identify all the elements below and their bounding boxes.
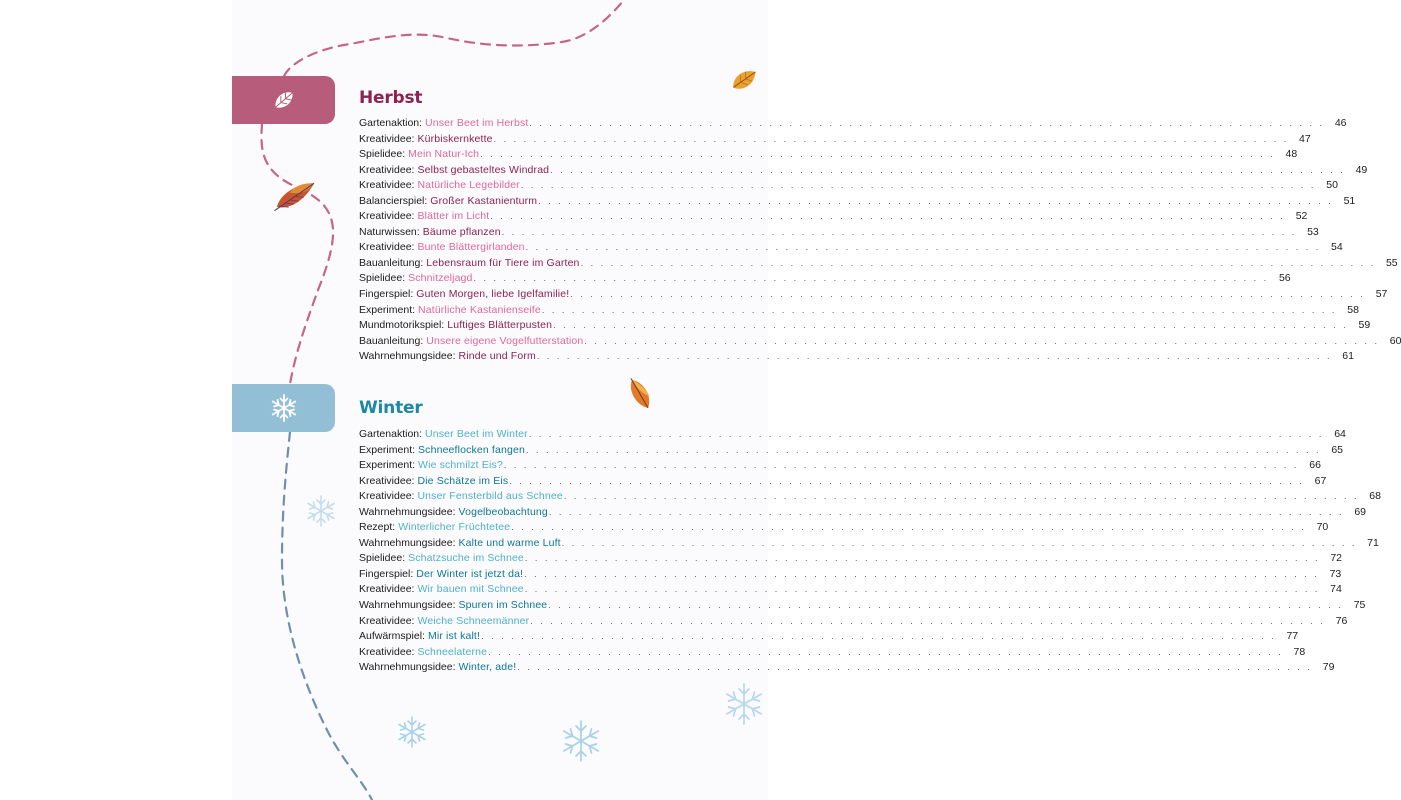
toc-entry-leader: . . . . . . . . . . . . . . . . . . . . . . . . . . . . . . . . . . . . . . . . . . . . . . . . . . . . . . . . . . . . . . . . . . . . . . . . . . . . . . . . xyxy=(517,662,1313,673)
toc-entry-separator: : xyxy=(452,536,456,549)
toc-entry[interactable] xyxy=(359,178,1338,194)
toc-entry-page: 55 xyxy=(1385,256,1398,269)
toc-entry-separator: : xyxy=(452,350,456,363)
toc-entry-category: Kreatividee xyxy=(359,241,412,254)
toc-entry-leader: . . . . . . . . . . . . . . . . . . . . . . . . . . . . . . . . . . . . . . . . . . . . . . . . . . . . . . . . . . . . . . . . . . . . . . . . . . . . . . . . xyxy=(524,568,1320,579)
toc-entry-page: 72 xyxy=(1330,552,1342,565)
toc-entry-separator: : xyxy=(424,194,428,207)
toc-entry-separator: : xyxy=(411,583,415,596)
toc-entry-page: 58 xyxy=(1347,303,1359,316)
toc-entry-category: Kreatividee xyxy=(359,583,412,596)
toc-entry-category: Wahrnehmungsidee xyxy=(359,661,453,674)
toc-entry-separator: : xyxy=(419,428,423,440)
toc-entry[interactable] xyxy=(359,256,1398,272)
toc-entry-page: 60 xyxy=(1389,334,1401,347)
toc-entry-category: Mundmotorikspiel xyxy=(359,319,442,332)
toc-list-winter xyxy=(359,427,1381,676)
toc-entry[interactable] xyxy=(359,240,1343,256)
toc-entry-leader: . . . . . . . . . . . . . . . . . . . . . . . . . . . . . . . . . . . . . . . . . . . . . . . . . . . . . . . . . . . . . . . . . . . . . . . . . . . . . . . . xyxy=(536,351,1332,362)
toc-entry-separator: : xyxy=(452,661,456,674)
toc-entry[interactable] xyxy=(359,287,1388,303)
toc-entry-category: Kreatividee xyxy=(359,132,412,145)
toc-entry-title: Wir bauen mit Schnee xyxy=(417,583,524,596)
autumn-leaf-icon xyxy=(729,66,759,93)
toc-entry-category: Fingerspiel xyxy=(359,567,411,580)
toc-entry-title: Spuren im Schnee xyxy=(458,599,548,612)
section-tab-herbst xyxy=(232,76,335,124)
toc-entry-category: Wahrnehmungsidee xyxy=(359,599,453,612)
toc-entry-category: Bauanleitung xyxy=(359,334,421,347)
toc-entry-separator: : xyxy=(402,148,406,161)
toc-entry[interactable] xyxy=(359,489,1381,505)
toc-entry-page: 68 xyxy=(1369,490,1381,503)
toc-entry-separator: : xyxy=(411,241,415,254)
toc-entry-page: 49 xyxy=(1355,163,1368,176)
toc-entry-leader: . . . . . . . . . . . . . . . . . . . . . . . . . . . . . . . . . . . . . . . . . . . . . . . . . . . . . . . . . . . . . . . . . . . . . . . . . . . . . . . . xyxy=(538,195,1334,206)
toc-entry-title: Lebensraum für Tiere im Garten xyxy=(426,256,580,269)
toc-entry-category: Kreatividee xyxy=(359,614,412,627)
toc-entry-separator: : xyxy=(410,288,414,301)
toc-entry-leader: . . . . . . . . . . . . . . . . . . . . . . . . . . . . . . . . . . . . . . . . . . . . . . . . . . . . . . . . . . . . . . . . . . . . . . . . . . . . . . . . xyxy=(530,615,1326,626)
toc-entry-separator: : xyxy=(411,163,415,176)
snowflake-icon xyxy=(269,393,299,423)
toc-entry-title: Die Schätze im Eis xyxy=(417,474,509,487)
toc-entry-page: 75 xyxy=(1353,599,1366,612)
toc-page xyxy=(232,0,1401,800)
toc-entry-leader: . . . . . . . . . . . . . . . . . . . . . . . . . . . . . . . . . . . . . . . . . . . . . . . . . . . . . . . . . . . . . . . . . . . . . . . . . . . . . . . . xyxy=(525,444,1322,455)
snowflake-icon-left xyxy=(308,496,334,526)
toc-entry-leader: . . . . . . . . . . . . . . . . . . . . . . . . . . . . . . . . . . . . . . . . . . . . . . . . . . . . . . . . . . . . . . . . . . . . . . . . . . . . . . . . xyxy=(550,164,1346,175)
toc-entry-separator: : xyxy=(411,210,415,223)
toc-entry-leader: . . . . . . . . . . . . . . . . . . . . . . . . . . . . . . . . . . . . . . . . . . . . . . . . . . . . . . . . . . . . . . . . . . . . . . . . . . . . . . . . xyxy=(473,273,1269,284)
toc-entry-leader: . . . . . . . . . . . . . . . . . . . . . . . . . . . . . . . . . . . . . . . . . . . . . . . . . . . . . . . . . . . . . . . . . . . . . . . . . . . . . . . . xyxy=(509,475,1305,486)
section-title-winter: Winter xyxy=(359,398,423,418)
toc-entry-page: 69 xyxy=(1354,505,1366,518)
toc-entry-separator: : xyxy=(411,645,415,658)
snowflake-icon-bottom-middle xyxy=(564,721,599,761)
toc-entry[interactable] xyxy=(359,536,1379,552)
toc-entry-leader: . . . . . . . . . . . . . . . . . . . . . . . . . . . . . . . . . . . . . . . . . . . . . . . . . . . . . . . . . . . . . . . . . . . . . . . . . . . . . . . . xyxy=(503,460,1299,471)
toc-entry[interactable] xyxy=(359,271,1291,287)
toc-entry-title: Vogelbeobachtung xyxy=(458,505,548,518)
toc-entry-page: 61 xyxy=(1342,350,1354,363)
leaf-icon xyxy=(271,87,297,113)
toc-entry-category: Experiment xyxy=(359,443,413,456)
toc-entry-page: 59 xyxy=(1358,319,1371,332)
autumn-leaf-icon-2 xyxy=(625,375,654,411)
toc-entry-page: 66 xyxy=(1309,459,1321,472)
toc-entry-category: Gartenaktion xyxy=(359,117,420,129)
toc-entry-leader: . . . . . . . . . . . . . . . . . . . . . . . . . . . . . . . . . . . . . . . . . . . . . . . . . . . . . . . . . . . . . . . . . . . . . . . . . . . . . . . . xyxy=(561,537,1357,548)
toc-entry[interactable] xyxy=(359,629,1299,645)
toc-entry-category: Experiment xyxy=(359,303,413,316)
toc-entry[interactable] xyxy=(359,427,1346,443)
toc-entry-page: 73 xyxy=(1329,567,1342,580)
toc-entry[interactable] xyxy=(359,474,1327,490)
dashed-path-middle xyxy=(261,124,333,384)
toc-entry-title: Der Winter ist jetzt da! xyxy=(416,567,524,580)
toc-entry-leader: . . . . . . . . . . . . . . . . . . . . . . . . . . . . . . . . . . . . . . . . . . . . . . . . . . . . . . . . . . . . . . . . . . . . . . . . . . . . . . . . xyxy=(480,149,1276,160)
toc-entry-category: Kreatividee xyxy=(359,474,412,487)
toc-entry[interactable] xyxy=(359,303,1359,319)
toc-entry-page: 71 xyxy=(1367,536,1379,549)
toc-entry-separator: : xyxy=(410,567,414,580)
toc-entry-separator: : xyxy=(416,225,420,238)
toc-entry-separator: : xyxy=(411,614,415,627)
toc-entry[interactable] xyxy=(359,614,1348,630)
toc-entry-page: 67 xyxy=(1314,474,1327,487)
snowflake-icon-bottom-right xyxy=(727,684,762,724)
toc-entry-separator: : xyxy=(422,630,425,643)
toc-entry-page: 52 xyxy=(1295,210,1308,223)
toc-entry-category: Bauanleitung xyxy=(359,256,421,269)
toc-list-herbst xyxy=(359,116,1401,365)
toc-entry-category: Gartenaktion xyxy=(359,428,420,440)
toc-entry-category: Aufwärmspiel xyxy=(359,630,423,643)
toc-entry-leader: . . . . . . . . . . . . . . . . . . . . . . . . . . . . . . . . . . . . . . . . . . . . . . . . . . . . . . . . . . . . . . . . . . . . . . . . . . . . . . . . xyxy=(548,600,1344,611)
toc-entry[interactable] xyxy=(359,194,1356,210)
toc-entry-title: Bunte Blättergirlanden xyxy=(417,241,525,254)
toc-entry-title: Bäume pflanzen xyxy=(422,225,501,238)
toc-entry[interactable] xyxy=(359,660,1335,676)
toc-entry-title: Mein Natur-Ich xyxy=(408,148,480,161)
toc-entry-title: Schnitzeljagd xyxy=(408,272,473,285)
toc-entry-title: Blätter im Licht xyxy=(417,210,490,223)
toc-entry-title: Schneelaterne xyxy=(417,645,488,658)
toc-entry-title: Natürliche Kastanienseife xyxy=(418,303,541,316)
snowflake-icon-bottom-left xyxy=(399,717,425,747)
dashed-path-top xyxy=(284,0,624,76)
toc-entry-category: Fingerspiel xyxy=(359,288,411,301)
toc-entry-title: Guten Morgen, liebe Igelfamilie! xyxy=(416,288,570,301)
section-tab-winter xyxy=(232,384,335,432)
toc-entry-leader: . . . . . . . . . . . . . . . . . . . . . . . . . . . . . . . . . . . . . . . . . . . . . . . . . . . . . . . . . . . . . . . . . . . . . . . . . . . . . . . . xyxy=(511,522,1307,533)
toc-entry-title: Kalte und warme Luft xyxy=(458,536,561,549)
toc-entry-leader: . . . . . . . . . . . . . . . . . . . . . . . . . . . . . . . . . . . . . . . . . . . . . . . . . . . . . . . . . . . . . . . . . . . . . . . . . . . . . . . . xyxy=(548,506,1344,517)
toc-entry-page: 46 xyxy=(1334,117,1347,129)
toc-entry[interactable] xyxy=(359,163,1368,179)
toc-entry-page: 47 xyxy=(1299,132,1311,145)
toc-entry-page: 54 xyxy=(1331,241,1343,254)
toc-entry-separator: : xyxy=(412,303,416,316)
toc-entry[interactable] xyxy=(359,147,1298,163)
toc-entry-leader: . . . . . . . . . . . . . . . . . . . . . . . . . . . . . . . . . . . . . . . . . . . . . . . . . . . . . . . . . . . . . . . . . . . . . . . . . . . . . . . . xyxy=(580,257,1376,268)
toc-entry-page: 79 xyxy=(1322,661,1335,674)
toc-entry-page: 77 xyxy=(1286,630,1299,643)
toc-entry-category: Spielidee xyxy=(359,272,403,285)
toc-entry-separator: : xyxy=(412,459,416,472)
toc-entry-leader: . . . . . . . . . . . . . . . . . . . . . . . . . . . . . . . . . . . . . . . . . . . . . . . . . . . . . . . . . . . . . . . . . . . . . . . . . . . . . . . . xyxy=(541,304,1337,315)
toc-entry-title: Kürbiskernkette xyxy=(417,132,493,145)
toc-entry-category: Wahrnehmungsidee xyxy=(359,350,453,363)
toc-entry-page: 53 xyxy=(1307,225,1319,238)
toc-entry-separator: : xyxy=(392,521,396,534)
toc-entry-leader: . . . . . . . . . . . . . . . . . . . . . . . . . . . . . . . . . . . . . . . . . . . . . . . . . . . . . . . . . . . . . . . . . . . . . . . . . . . . . . . . xyxy=(525,242,1321,253)
toc-entry-separator: : xyxy=(411,474,415,487)
toc-entry-page: 78 xyxy=(1293,645,1306,658)
toc-entry[interactable] xyxy=(359,645,1306,661)
toc-entry-category: Kreatividee xyxy=(359,490,412,503)
toc-entry-separator: : xyxy=(412,443,416,456)
toc-entry-category: Spielidee xyxy=(359,552,403,565)
toc-entry-title: Wie schmilzt Eis? xyxy=(418,459,503,472)
toc-entry-leader: . . . . . . . . . . . . . . . . . . . . . . . . . . . . . . . . . . . . . . . . . . . . . . . . . . . . . . . . . . . . . . . . . . . . . . . . . . . . . . . . xyxy=(563,491,1359,502)
toc-entry-page: 76 xyxy=(1335,614,1348,627)
toc-entry-leader: . . . . . . . . . . . . . . . . . . . . . . . . . . . . . . . . . . . . . . . . . . . . . . . . . . . . . . . . . . . . . . . . . . . . . . . . . . . . . . . . xyxy=(481,631,1277,642)
toc-entry-page: 74 xyxy=(1330,583,1342,596)
toc-entry-page: 65 xyxy=(1331,443,1344,456)
toc-entry[interactable] xyxy=(359,458,1321,474)
toc-entry-category: Wahrnehmungsidee xyxy=(359,536,453,549)
toc-entry-title: Rinde und Form xyxy=(458,350,536,363)
toc-entry-title: Unsere eigene Vogelfutterstation xyxy=(426,334,584,347)
toc-entry[interactable] xyxy=(359,225,1319,241)
toc-entry-separator: : xyxy=(411,490,415,503)
toc-entry-leader: . . . . . . . . . . . . . . . . . . . . . . . . . . . . . . . . . . . . . . . . . . . . . . . . . . . . . . . . . . . . . . . . . . . . . . . . . . . . . . . . xyxy=(490,211,1286,222)
toc-entry[interactable] xyxy=(359,116,1347,132)
toc-entry[interactable] xyxy=(359,551,1342,567)
toc-entry-category: Kreatividee xyxy=(359,163,412,176)
toc-entry-leader: . . . . . . . . . . . . . . . . . . . . . . . . . . . . . . . . . . . . . . . . . . . . . . . . . . . . . . . . . . . . . . . . . . . . . . . . . . . . . . . . xyxy=(493,133,1289,144)
toc-entry-leader: . . . . . . . . . . . . . . . . . . . . . . . . . . . . . . . . . . . . . . . . . . . . . . . . . . . . . . . . . . . . . . . . . . . . . . . . . . . . . . . . xyxy=(570,289,1366,300)
toc-entry-separator: : xyxy=(411,179,415,192)
toc-entry-leader: . . . . . . . . . . . . . . . . . . . . . . . . . . . . . . . . . . . . . . . . . . . . . . . . . . . . . . . . . . . . . . . . . . . . . . . . . . . . . . . . xyxy=(529,118,1325,128)
toc-entry-page: 70 xyxy=(1316,521,1329,534)
toc-entry-separator: : xyxy=(441,319,445,332)
section-title-herbst: Herbst xyxy=(359,88,423,108)
toc-entry[interactable] xyxy=(359,318,1371,334)
toc-entry-category: Wahrnehmungsidee xyxy=(359,505,453,518)
toc-entry-separator: : xyxy=(420,334,424,347)
toc-entry-title: Weiche Schneemänner xyxy=(417,614,530,627)
toc-entry[interactable] xyxy=(359,598,1366,614)
toc-entry[interactable] xyxy=(359,349,1354,365)
toc-entry-leader: . . . . . . . . . . . . . . . . . . . . . . . . . . . . . . . . . . . . . . . . . . . . . . . . . . . . . . . . . . . . . . . . . . . . . . . . . . . . . . . . xyxy=(520,180,1316,191)
toc-entry-separator: : xyxy=(452,599,456,612)
toc-entry-page: 51 xyxy=(1343,194,1356,207)
toc-entry-separator: : xyxy=(411,132,415,145)
toc-entry-leader: . . . . . . . . . . . . . . . . . . . . . . . . . . . . . . . . . . . . . . . . . . . . . . . . . . . . . . . . . . . . . . . . . . . . . . . . . . . . . . . . xyxy=(528,429,1324,439)
toc-entry-page: 57 xyxy=(1375,288,1388,301)
toc-entry-category: Rezept xyxy=(359,521,393,534)
toc-entry-leader: . . . . . . . . . . . . . . . . . . . . . . . . . . . . . . . . . . . . . . . . . . . . . . . . . . . . . . . . . . . . . . . . . . . . . . . . . . . . . . . . xyxy=(524,553,1320,564)
toc-entry-title: Luftiges Blätterpusten xyxy=(447,319,553,332)
toc-entry-separator: : xyxy=(420,256,424,269)
toc-entry-leader: . . . . . . . . . . . . . . . . . . . . . . . . . . . . . . . . . . . . . . . . . . . . . . . . . . . . . . . . . . . . . . . . . . . . . . . . . . . . . . . . xyxy=(584,335,1380,346)
toc-entry-leader: . . . . . . . . . . . . . . . . . . . . . . . . . . . . . . . . . . . . . . . . . . . . . . . . . . . . . . . . . . . . . . . . . . . . . . . . . . . . . . . . xyxy=(524,584,1320,595)
toc-entry-separator: : xyxy=(402,272,406,285)
toc-entry-category: Kreatividee xyxy=(359,645,412,658)
toc-entry-category: Kreatividee xyxy=(359,210,412,223)
toc-entry-leader: . . . . . . . . . . . . . . . . . . . . . . . . . . . . . . . . . . . . . . . . . . . . . . . . . . . . . . . . . . . . . . . . . . . . . . . . . . . . . . . . xyxy=(488,646,1284,657)
toc-entry-title: Unser Fensterbild aus Schnee xyxy=(417,490,563,503)
feather-leaf-icon xyxy=(270,178,319,214)
toc-entry[interactable] xyxy=(359,443,1344,459)
toc-entry-title: Mir ist kalt! xyxy=(427,630,481,643)
toc-entry-category: Balancierspiel xyxy=(359,194,425,207)
toc-entry[interactable] xyxy=(359,582,1342,598)
toc-entry-title: Schatzsuche im Schnee xyxy=(408,552,524,565)
toc-entry[interactable] xyxy=(359,132,1311,148)
toc-entry-title: Winter, ade! xyxy=(458,661,517,674)
toc-entry-title: Großer Kastanienturm xyxy=(430,194,538,207)
toc-entry-separator: : xyxy=(452,505,456,518)
toc-entry-leader: . . . . . . . . . . . . . . . . . . . . . . . . . . . . . . . . . . . . . . . . . . . . . . . . . . . . . . . . . . . . . . . . . . . . . . . . . . . . . . . . xyxy=(501,226,1297,237)
toc-entry-category: Kreatividee xyxy=(359,179,412,192)
toc-entry-page: 50 xyxy=(1326,179,1338,192)
toc-entry-separator: : xyxy=(419,117,423,129)
toc-entry-title: Schneeflocken fangen xyxy=(418,443,525,456)
toc-entry-title: Selbst gebasteltes Windrad xyxy=(417,163,550,176)
toc-entry[interactable] xyxy=(359,505,1366,521)
toc-entry[interactable] xyxy=(359,520,1329,536)
toc-entry-separator: : xyxy=(402,552,406,565)
toc-entry[interactable] xyxy=(359,567,1342,583)
toc-entry[interactable] xyxy=(359,334,1401,350)
toc-entry-category: Spielidee xyxy=(359,148,403,161)
toc-entry-title: Winterlicher Früchtetee xyxy=(398,521,511,534)
toc-entry-page: 64 xyxy=(1334,428,1346,440)
toc-entry-category: Naturwissen xyxy=(359,225,417,238)
toc-entry-title: Unser Beet im Winter xyxy=(425,428,528,440)
toc-entry-page: 56 xyxy=(1278,272,1291,285)
toc-entry-title: Unser Beet im Herbst xyxy=(425,117,529,129)
toc-entry-title: Natürliche Legebilder xyxy=(417,179,520,192)
toc-entry-leader: . . . . . . . . . . . . . . . . . . . . . . . . . . . . . . . . . . . . . . . . . . . . . . . . . . . . . . . . . . . . . . . . . . . . . . . . . . . . . . . . xyxy=(553,320,1349,331)
toc-entry-category: Experiment xyxy=(359,459,413,472)
toc-entry[interactable] xyxy=(359,209,1308,225)
toc-entry-page: 48 xyxy=(1285,148,1298,161)
